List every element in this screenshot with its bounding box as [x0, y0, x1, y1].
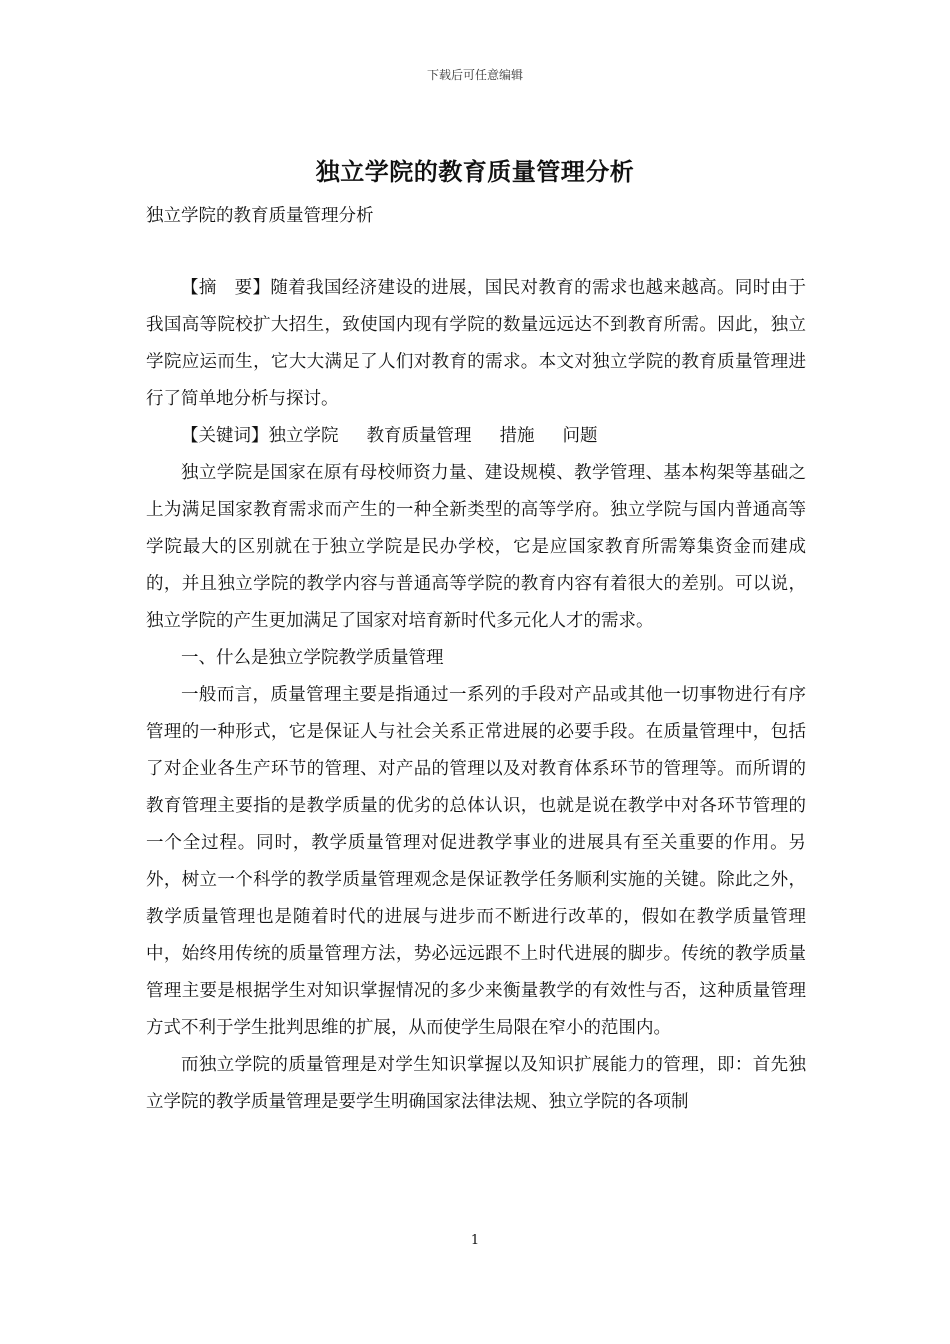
document-subtitle: 独立学院的教育质量管理分析: [146, 206, 374, 226]
body-paragraph: 而独立学院的质量管理是对学生知识掌握以及知识扩展能力的管理，即：首先独立学院的教学质量管理是要学生明确国家法律法规、独立学院的各项制: [146, 1055, 806, 1112]
keyword-item: 独立学院: [268, 426, 339, 446]
keyword-item: 措施: [499, 426, 535, 446]
abstract-paragraph: 【摘 要】随着我国经济建设的进展，国民对教育的需求也越来越高。同时由于我国高等院校扩大招生，致使国内现有学院的数量远远达不到教育所需。因此，独立学院应运而生，它大大满足了人们对教育的需求。本文对独立学院的教育质量管理进行了简单地分析与探讨。: [146, 278, 806, 409]
section-heading: 一、什么是独立学院教学质量管理: [181, 648, 444, 668]
keywords-label: 【关键词】: [181, 426, 269, 446]
keyword-item: 教育质量管理: [366, 426, 472, 446]
header-note: 下载后可任意编辑: [426, 68, 523, 82]
intro-paragraph: 独立学院是国家在原有母校师资力量、建设规模、教学管理、基本构架等基础之上为满足国家教育需求而产生的一种全新类型的高等学府。独立学院与国内普通高等学院最大的区别就在于独立学院是民办学校，它是应国家教育所需筹集资金而建成的，并且独立学院的教学内容与普通高等学院的教育内容有着很大的差别。可以说，独立学院的产生更加满足了国家对培育新时代多元化人才的需求。: [146, 463, 806, 631]
document-title: 独立学院的教育质量管理分析: [315, 157, 635, 186]
keyword-item: 问题: [562, 426, 598, 446]
document-body: [146, 270, 806, 1121]
page-number: 1: [470, 1233, 480, 1248]
keywords-line: [146, 418, 806, 455]
body-paragraph: 一般而言，质量管理主要是指通过一系列的手段对产品或其他一切事物进行有序管理的一种形式，它是保证人与社会关系正常进展的必要手段。在质量管理中，包括了对企业各生产环节的管理、对产品的管理以及对教育体系环节的管理等。而所谓的教育管理主要指的是教学质量的优劣的总体认识，也就是说在教学中对各环节管理的一个全过程。同时，教学质量管理对促进教学事业的进展具有至关重要的作用。另外，树立一个科学的教学质量管理观念是保证教学任务顺利实施的关键。除此之外，教学质量管理也是随着时代的进展与进步而不断进行改革的，假如在教学质量管理中，始终用传统的质量管理方法，势必远远跟不上时代进展的脚步。传统的教学质量管理主要是根据学生对知识掌握情况的多少来衡量教学的有效性与否，这种质量管理方式不利于学生批判思维的扩展，从而使学生局限在窄小的范围内。: [146, 685, 806, 1038]
